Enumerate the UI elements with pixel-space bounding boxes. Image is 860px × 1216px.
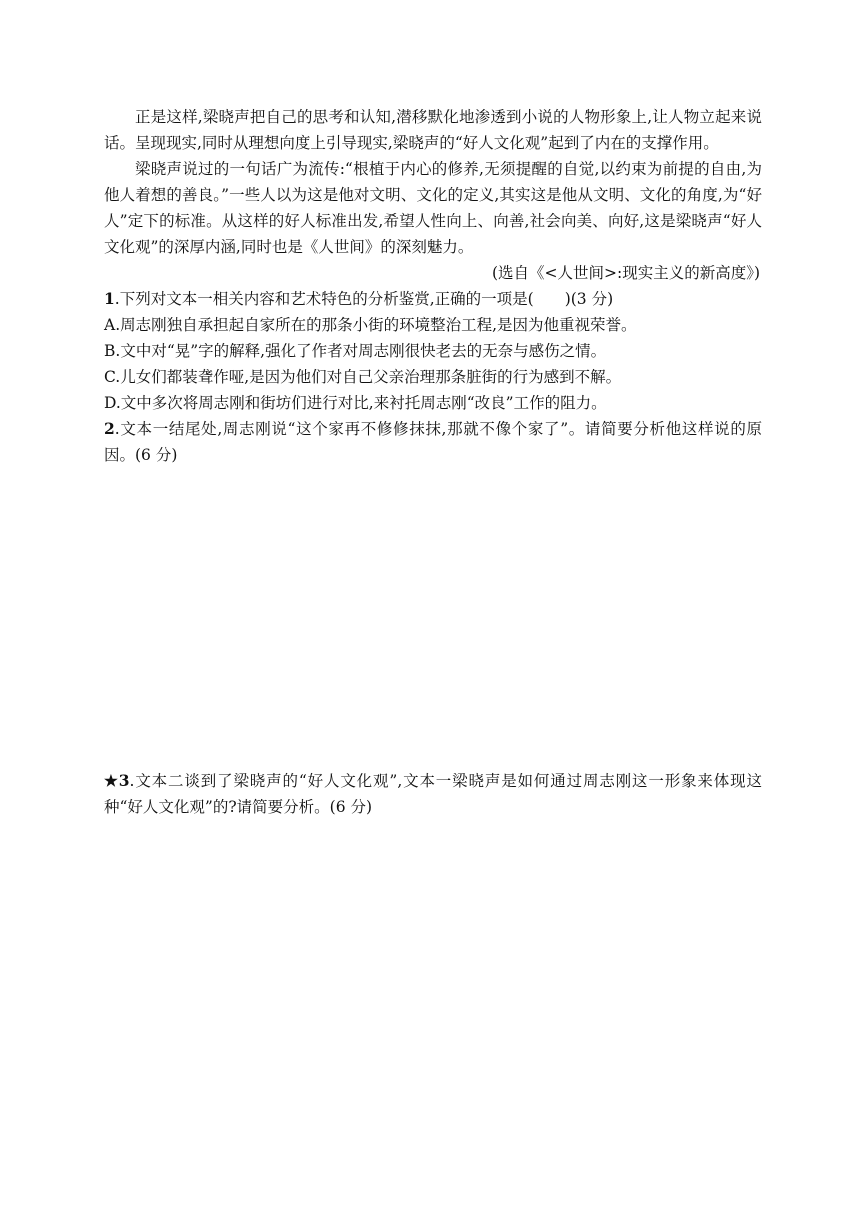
question-1-option-a: A.周志刚独自承担起自家所在的那条小街的环境整治工程,是因为他重视荣誉。 [104,316,637,334]
question-1-option-d: D.文中多次将周志刚和街坊们进行对比,来衬托周志刚“改良”工作的阻力。 [104,394,607,412]
question-1-option-c: C.儿女们都装聋作哑,是因为他们对自己父亲治理那条脏街的行为感到不解。 [104,368,622,386]
question-1-number: 1 [104,289,115,308]
passage-paragraph-2: 梁晓声说过的一句话广为流传:“根植于内心的修养,无须提醒的自觉,以约束为前提的自由,为他人着想的善良。”一些人以为这是他对文明、文化的定义,其实这是他从文明、文化的角度,为“好人”定下的标准。从这样的好人标准出发,希望人性向上、向善,社会向美、向好,这是梁晓声“好人文化观”的深厚内涵,同时也是《人世间》的深刻魅力。 [104,160,762,256]
document-content [104,104,762,820]
question-2 [104,416,762,468]
question-2-text: .文本一结尾处,周志刚说“这个家再不修修抹抹,那就不像个家了”。请简要分析他这样说的原因。(6 分) [104,420,762,464]
question-3 [104,768,762,820]
question-2-stem [104,416,762,468]
passage-paragraph-1: 正是这样,梁晓声把自己的思考和认知,潜移默化地渗透到小说的人物形象上,让人物立起来说话。呈现现实,同时从理想向度上引导现实,梁晓声的“好人文化观”起到了内在的支撑作用。 [104,108,762,152]
answer-space-question-2[interactable] [104,468,762,768]
question-1-option-b: B.文中对“晃”字的解释,强化了作者对周志刚很快老去的无奈与感伤之情。 [104,342,607,360]
question-1 [104,286,762,416]
question-2-number: 2 [104,419,115,438]
question-3-stem [104,768,762,820]
question-3-text: .文本二谈到了梁晓声的“好人文化观”,文本一梁晓声是如何通过周志刚这一形象来体现这种“好人文化观”的?请简要分析。(6 分) [104,772,762,816]
question-1-text: .下列对文本一相关内容和艺术特色的分析鉴赏,正确的一项是( )(3 分) [114,290,614,308]
question-1-stem [104,286,762,312]
question-3-number: ★3 [104,771,130,790]
passage-source: (选自《<人世间>:现实主义的新高度》) [491,264,760,282]
